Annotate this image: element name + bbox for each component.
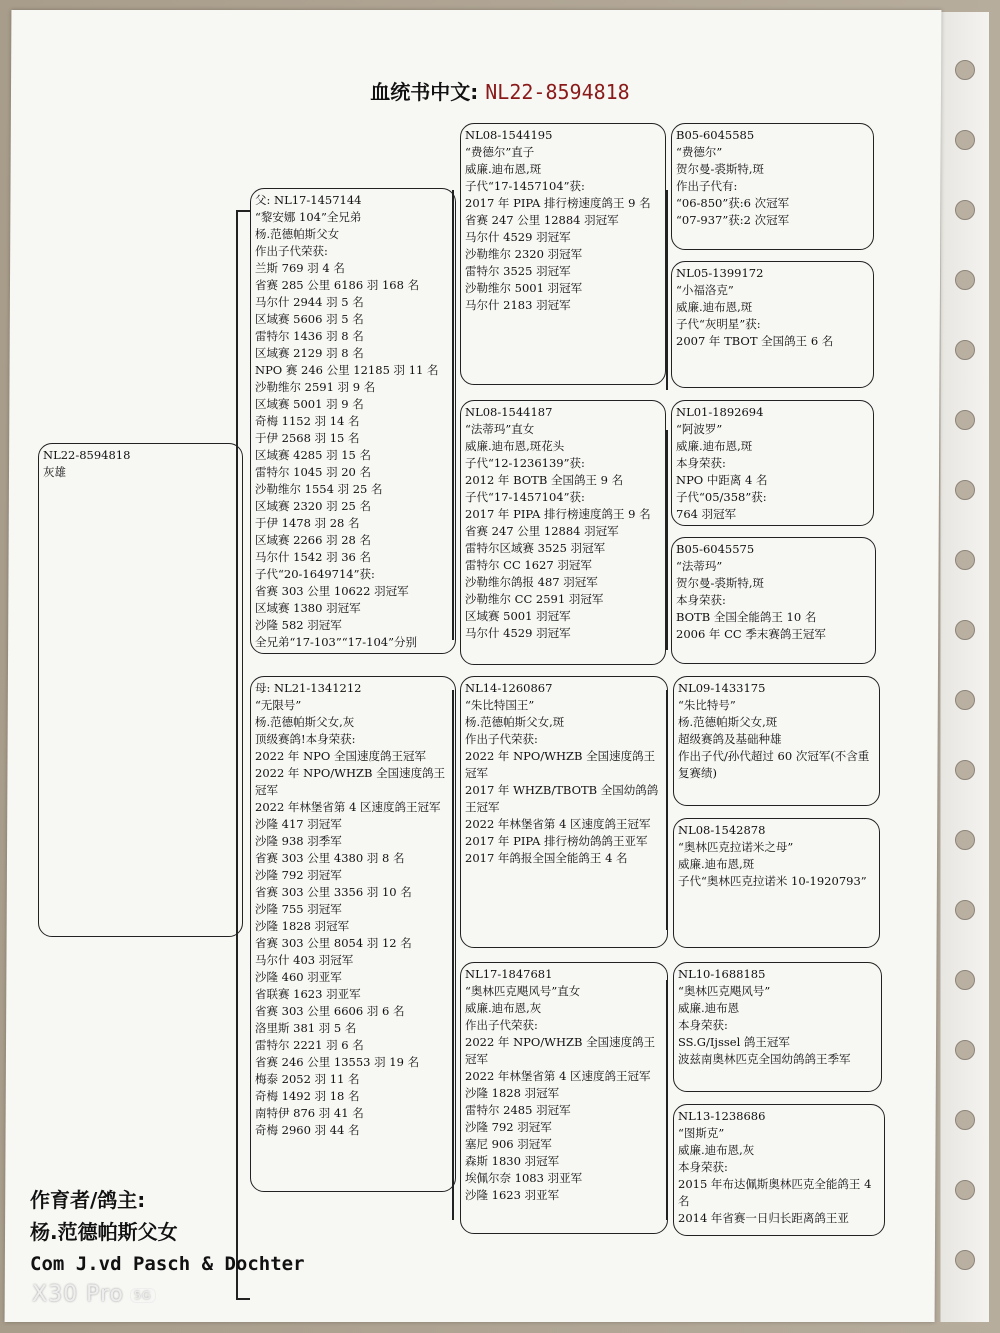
punch-hole — [955, 620, 975, 640]
pedigree-line: 埃佩尔奈 1083 羽亚军 — [465, 1171, 583, 1185]
pedigree-line: 沙隆 1623 羽亚军 — [465, 1188, 560, 1202]
pedigree-line: 区域赛 2320 羽 25 名 — [255, 499, 372, 513]
pedigree-line: 区域赛 5001 羽 9 名 — [255, 397, 364, 411]
pedigree-line: “朱比特号” — [678, 698, 736, 712]
pedigree-line: 2022 年林堡省第 4 区速度鸽王冠军 — [465, 1069, 651, 1083]
pedigree-line: “图斯克” — [678, 1126, 725, 1140]
punch-hole — [955, 900, 975, 920]
grandparent-card-3 — [460, 676, 668, 948]
pedigree-line: 2017 年 WHZB/TBOTB 全国幼鸽鸽王冠军 — [465, 783, 659, 814]
pedigree-line: “费德尔”直子 — [465, 145, 535, 159]
pedigree-line: 区域赛 4285 羽 15 名 — [255, 448, 372, 462]
punch-hole — [955, 1040, 975, 1060]
great-grandparent-card-8 — [673, 1104, 885, 1236]
pedigree-line: 雷特尔 1436 羽 8 名 — [255, 329, 364, 343]
pedigree-line: 省联赛 1623 羽亚军 — [255, 987, 361, 1001]
pedigree-line: 超级赛鸽及基础种雄 — [678, 732, 782, 746]
pedigree-line: 马尔什 1542 羽 36 名 — [255, 550, 372, 564]
punch-hole — [955, 830, 975, 850]
title-prefix: 血统书中文: — [370, 80, 479, 104]
pedigree-line: 省赛 303 公里 8054 羽 12 名 — [255, 936, 412, 950]
pedigree-line: 本身荣获: — [678, 1018, 728, 1032]
pedigree-line: 马尔什 4529 羽冠军 — [465, 230, 571, 244]
pedigree-line: 威廉.迪布恩 — [678, 1001, 740, 1015]
punch-hole — [955, 1180, 975, 1200]
breeder-name-en: Com J.vd Pasch & Dochter — [30, 1253, 305, 1275]
pedigree-line: 作出子代荣获: — [465, 1018, 538, 1032]
pedigree-line: 2022 年 NPO/WHZB 全国速度鸽王冠军 — [255, 766, 446, 797]
pedigree-line: 2017 年 PIPA 排行榜幼鸽鸽王亚军 — [465, 834, 648, 848]
pedigree-line: 区域赛 2266 羽 28 名 — [255, 533, 372, 547]
pedigree-line: 子代“05/358”获: — [676, 490, 767, 504]
pedigree-line: 雷特尔 CC 1627 羽冠军 — [465, 558, 592, 572]
pedigree-line: “黎安娜 104”全兄弟 — [255, 210, 362, 224]
breeder-block — [30, 1184, 305, 1280]
pedigree-line: 沙勒维尔鸽报 487 羽冠军 — [465, 575, 598, 589]
pedigree-line: 2007 年 TBOT 全国鸽王 6 名 — [676, 334, 834, 348]
punch-hole — [955, 270, 975, 290]
pedigree-line: 沙隆 582 羽冠军 — [255, 618, 342, 632]
great-grandparent-card-5 — [673, 676, 880, 806]
pedigree-line: “朱比特国王” — [465, 698, 535, 712]
watermark-badge: 5G — [130, 1288, 156, 1303]
pedigree-line: 省赛 303 公里 6606 羽 6 名 — [255, 1004, 405, 1018]
pedigree-line: 雷特尔 1045 羽 20 名 — [255, 465, 372, 479]
pedigree-line: 雷特尔 3525 羽冠军 — [465, 264, 571, 278]
pedigree-line: NL22-8594818 — [43, 448, 131, 462]
pedigree-line: 省赛 303 公里 3356 羽 10 名 — [255, 885, 412, 899]
pedigree-line: 雷特尔区域赛 3525 羽冠军 — [465, 541, 606, 555]
pedigree-line: B05-6045575 — [676, 542, 755, 556]
pedigree-line: 省赛 303 公里 10622 羽冠军 — [255, 584, 409, 598]
pedigree-line: 沙勒维尔 CC 2591 羽冠军 — [465, 592, 604, 606]
pedigree-line: 于伊 1478 羽 28 名 — [255, 516, 360, 530]
pedigree-line: 2022 年 NPO/WHZB 全国速度鸽王冠军 — [465, 1035, 656, 1066]
pedigree-line: 区域赛 5606 羽 5 名 — [255, 312, 364, 326]
camera-watermark — [32, 1282, 156, 1307]
sire-card — [250, 188, 456, 654]
pedigree-line: 2015 年布达佩斯奥林匹克全能鸽王 4 名 — [678, 1177, 872, 1208]
pedigree-line: 兰斯 769 羽 4 名 — [255, 261, 345, 275]
pedigree-line: 子代“17-1457104”获: — [465, 490, 585, 504]
pedigree-line: 作出子代有: — [676, 179, 738, 193]
pedigree-line: 本身荣获: — [676, 456, 726, 470]
pedigree-line: 威廉.迪布恩,斑 — [676, 439, 753, 453]
pedigree-line: 威廉.迪布恩,斑 — [678, 857, 755, 871]
pedigree-line: 沙隆 1828 羽冠军 — [255, 919, 350, 933]
pedigree-line: 马尔什 403 羽冠军 — [255, 953, 354, 967]
pedigree-line: SS.G/Ijssel 鸽王冠军 — [678, 1035, 790, 1049]
great-grandparent-card-1 — [671, 123, 874, 250]
pedigree-line: 马尔什 4529 羽冠军 — [465, 626, 571, 640]
breeder-name-cn: 杨.范德帕斯父女 — [30, 1220, 178, 1244]
pedigree-line: 塞尼 906 羽冠军 — [465, 1137, 552, 1151]
connector-line — [236, 1298, 250, 1300]
pedigree-line: 子代“奥林匹克拉诺米 10-1920793” — [678, 874, 867, 888]
pedigree-line: 沙隆 460 羽亚军 — [255, 970, 342, 984]
pedigree-line: 2017 年 PIPA 排行榜速度鸽王 9 名 — [465, 507, 651, 521]
pedigree-line: 沙隆 755 羽冠军 — [255, 902, 342, 916]
pedigree-line: 2022 年林堡省第 4 区速度鸽王冠军 — [255, 800, 441, 814]
pedigree-line: “奥林匹克拉诺米之母” — [678, 840, 794, 854]
pedigree-line: 梅泰 2052 羽 11 名 — [255, 1072, 360, 1086]
pedigree-line: 2017 年 PIPA 排行榜速度鸽王 9 名 — [465, 196, 651, 210]
pedigree-line: 作出子代荣获: — [465, 732, 538, 746]
pedigree-line: 父: NL17-1457144 — [255, 193, 362, 207]
pedigree-line: 2012 年 BOTB 全国鸽王 9 名 — [465, 473, 624, 487]
pedigree-line: 杨.范德帕斯父女,斑 — [465, 715, 565, 729]
pedigree-line: 沙隆 1828 羽冠军 — [465, 1086, 560, 1100]
grandparent-card-2 — [460, 400, 666, 665]
pedigree-line: 沙勒维尔 5001 羽冠军 — [465, 281, 583, 295]
pedigree-line: “无限号” — [255, 698, 302, 712]
pedigree-line: “07-937”获:2 次冠军 — [676, 213, 790, 227]
pedigree-line: 沙勒维尔 2591 羽 9 名 — [255, 380, 376, 394]
pedigree-line: 雷特尔 2221 羽 6 名 — [255, 1038, 364, 1052]
pedigree-line: 南特伊 876 羽 41 名 — [255, 1106, 364, 1120]
pedigree-line: NL09-1433175 — [678, 681, 766, 695]
pedigree-line: 省赛 303 公里 4380 羽 8 名 — [255, 851, 405, 865]
pedigree-line: 子代“17-1457104”获: — [465, 179, 585, 193]
punch-hole — [955, 340, 975, 360]
pedigree-line: 马尔什 2944 羽 5 名 — [255, 295, 364, 309]
pedigree-line: 奇梅 1492 羽 18 名 — [255, 1089, 360, 1103]
pedigree-line: 杨.范德帕斯父女,斑 — [678, 715, 778, 729]
pedigree-line: “阿波罗” — [676, 422, 723, 436]
pedigree-line: 杨.范德帕斯父女,灰 — [255, 715, 355, 729]
pedigree-line: 作出子代/孙代超过 60 次冠军(不含重复赛绩) — [678, 749, 870, 780]
punch-hole — [955, 410, 975, 430]
pedigree-line: 子代“12-1236139”获: — [465, 456, 585, 470]
great-grandparent-card-4 — [671, 537, 876, 664]
pedigree-line: NL17-1847681 — [465, 967, 553, 981]
pedigree-line: BOTB 全国全能鸽王 10 名 — [676, 610, 817, 624]
great-grandparent-card-2 — [671, 261, 874, 388]
punch-hole — [955, 550, 975, 570]
pedigree-line: 沙勒维尔 1554 羽 25 名 — [255, 482, 383, 496]
page-title — [0, 76, 1000, 105]
connector-line — [666, 430, 668, 650]
watermark-brand: X30 Pro — [32, 1282, 124, 1307]
pedigree-line: 威廉.迪布恩,灰 — [465, 1001, 542, 1015]
punch-hole — [955, 130, 975, 150]
grandparent-card-1 — [460, 123, 666, 385]
pedigree-line: 雷特尔 2485 羽冠军 — [465, 1103, 571, 1117]
pedigree-line: 沙隆 792 羽冠军 — [255, 868, 342, 882]
pedigree-line: 区域赛 1380 羽冠军 — [255, 601, 361, 615]
dam-card — [250, 676, 456, 1192]
pedigree-line: 波兹南奥林匹克全国幼鸽鸽王季军 — [678, 1052, 851, 1066]
pedigree-line: 本身荣获: — [678, 1160, 728, 1174]
pedigree-line: 区域赛 2129 羽 8 名 — [255, 346, 364, 360]
pedigree-line: 顶级赛鸽!本身荣获: — [255, 732, 356, 746]
punch-hole — [955, 1250, 975, 1270]
punch-hole — [955, 200, 975, 220]
great-grandparent-card-7 — [673, 962, 882, 1092]
subject-pigeon-card — [38, 443, 243, 937]
pedigree-line: 作出子代荣获: — [255, 244, 328, 258]
pedigree-line: 奇梅 2960 羽 44 名 — [255, 1123, 360, 1137]
pedigree-line: 沙隆 938 羽季军 — [255, 834, 342, 848]
pedigree-line: B05-6045585 — [676, 128, 755, 142]
pedigree-line: 省赛 285 公里 6186 羽 168 名 — [255, 278, 420, 292]
pedigree-line: 威廉.迪布恩,斑花头 — [465, 439, 565, 453]
punch-hole — [955, 970, 975, 990]
pedigree-line: 全兄弟“17-103”“17-104”分别 — [255, 635, 417, 649]
pedigree-line: “法蒂玛” — [676, 559, 723, 573]
pedigree-line: NPO 赛 246 公里 12185 羽 11 名 — [255, 363, 439, 377]
pedigree-line: 省赛 246 公里 13553 羽 19 名 — [255, 1055, 420, 1069]
pedigree-line: NPO 中距离 4 名 — [676, 473, 768, 487]
pedigree-line: NL10-1688185 — [678, 967, 766, 981]
great-grandparent-card-6 — [673, 818, 880, 948]
pedigree-line: 沙隆 417 羽冠军 — [255, 817, 342, 831]
pedigree-line: 本身荣获: — [676, 593, 726, 607]
pedigree-line: “奥林匹克飓风号” — [678, 984, 771, 998]
grandparent-card-4 — [460, 962, 668, 1234]
pedigree-line: 2022 年 NPO/WHZB 全国速度鸽王冠军 — [465, 749, 656, 780]
pedigree-line: NL05-1399172 — [676, 266, 764, 280]
pedigree-line: 于伊 2568 羽 15 名 — [255, 431, 360, 445]
connector-line — [236, 210, 250, 212]
pedigree-line: NL08-1544187 — [465, 405, 553, 419]
pedigree-line: NL08-1544195 — [465, 128, 553, 142]
punch-hole — [955, 760, 975, 780]
pedigree-line: “法蒂玛”直女 — [465, 422, 535, 436]
breeder-label: 作育者/鸽主: — [30, 1188, 146, 1212]
pedigree-line: 沙隆 792 羽冠军 — [465, 1120, 552, 1134]
pedigree-line: 洛里斯 381 羽 5 名 — [255, 1021, 357, 1035]
connector-line — [666, 190, 668, 390]
pedigree-line: 省赛 247 公里 12884 羽冠军 — [465, 213, 619, 227]
pedigree-line: 贺尔曼-裘斯特,斑 — [676, 576, 765, 590]
punch-hole — [955, 1110, 975, 1130]
pedigree-line: “费德尔” — [676, 145, 723, 159]
pedigree-line: NL01-1892694 — [676, 405, 764, 419]
pedigree-line: 2006 年 CC 季末赛鸽王冠军 — [676, 627, 826, 641]
punch-hole — [955, 480, 975, 500]
pedigree-line: “奥林匹克飓风号”直女 — [465, 984, 581, 998]
pedigree-line: 沙勒维尔 2320 羽冠军 — [465, 247, 583, 261]
pedigree-line: 森斯 1830 羽冠军 — [465, 1154, 560, 1168]
pedigree-line: 区域赛 5001 羽冠军 — [465, 609, 571, 623]
pedigree-line: 2022 年林堡省第 4 区速度鸽王冠军 — [465, 817, 651, 831]
pedigree-line: 省赛 247 公里 12884 羽冠军 — [465, 524, 619, 538]
pedigree-line: 奇梅 1152 羽 14 名 — [255, 414, 360, 428]
pedigree-line: “06-850”获:6 次冠军 — [676, 196, 790, 210]
pedigree-line: 子代“灰明星”获: — [676, 317, 761, 331]
great-grandparent-card-3 — [671, 400, 874, 526]
pedigree-line: 威廉.迪布恩,斑 — [676, 300, 753, 314]
pedigree-line: “小福洛克” — [676, 283, 734, 297]
pedigree-line: 灰雄 — [43, 465, 66, 479]
pedigree-line: 子代“20-1649714”获: — [255, 567, 375, 581]
pedigree-line: 杨.范德帕斯父女 — [255, 227, 340, 241]
pedigree-line: 威廉.迪布恩,斑 — [465, 162, 542, 176]
pedigree-line: 马尔什 2183 羽冠军 — [465, 298, 571, 312]
pedigree-line: 威廉.迪布恩,灰 — [678, 1143, 755, 1157]
pedigree-line: 贺尔曼-裘斯特,斑 — [676, 162, 765, 176]
pedigree-line: 2014 年省赛一日归长距离鸽王亚 — [678, 1211, 849, 1225]
pedigree-line: 母: NL21-1341212 — [255, 681, 362, 695]
punch-hole — [955, 690, 975, 710]
pedigree-line: NL14-1260867 — [465, 681, 553, 695]
pedigree-line: NL08-1542878 — [678, 823, 766, 837]
pedigree-line: 764 羽冠军 — [676, 507, 737, 521]
pedigree-line: 2017 年鸽报全国全能鸽王 4 名 — [465, 851, 628, 865]
pedigree-line: NL13-1238686 — [678, 1109, 766, 1123]
title-ring-number: NL22-8594818 — [485, 80, 630, 104]
pedigree-line: 2022 年 NPO 全国速度鸽王冠军 — [255, 749, 426, 763]
